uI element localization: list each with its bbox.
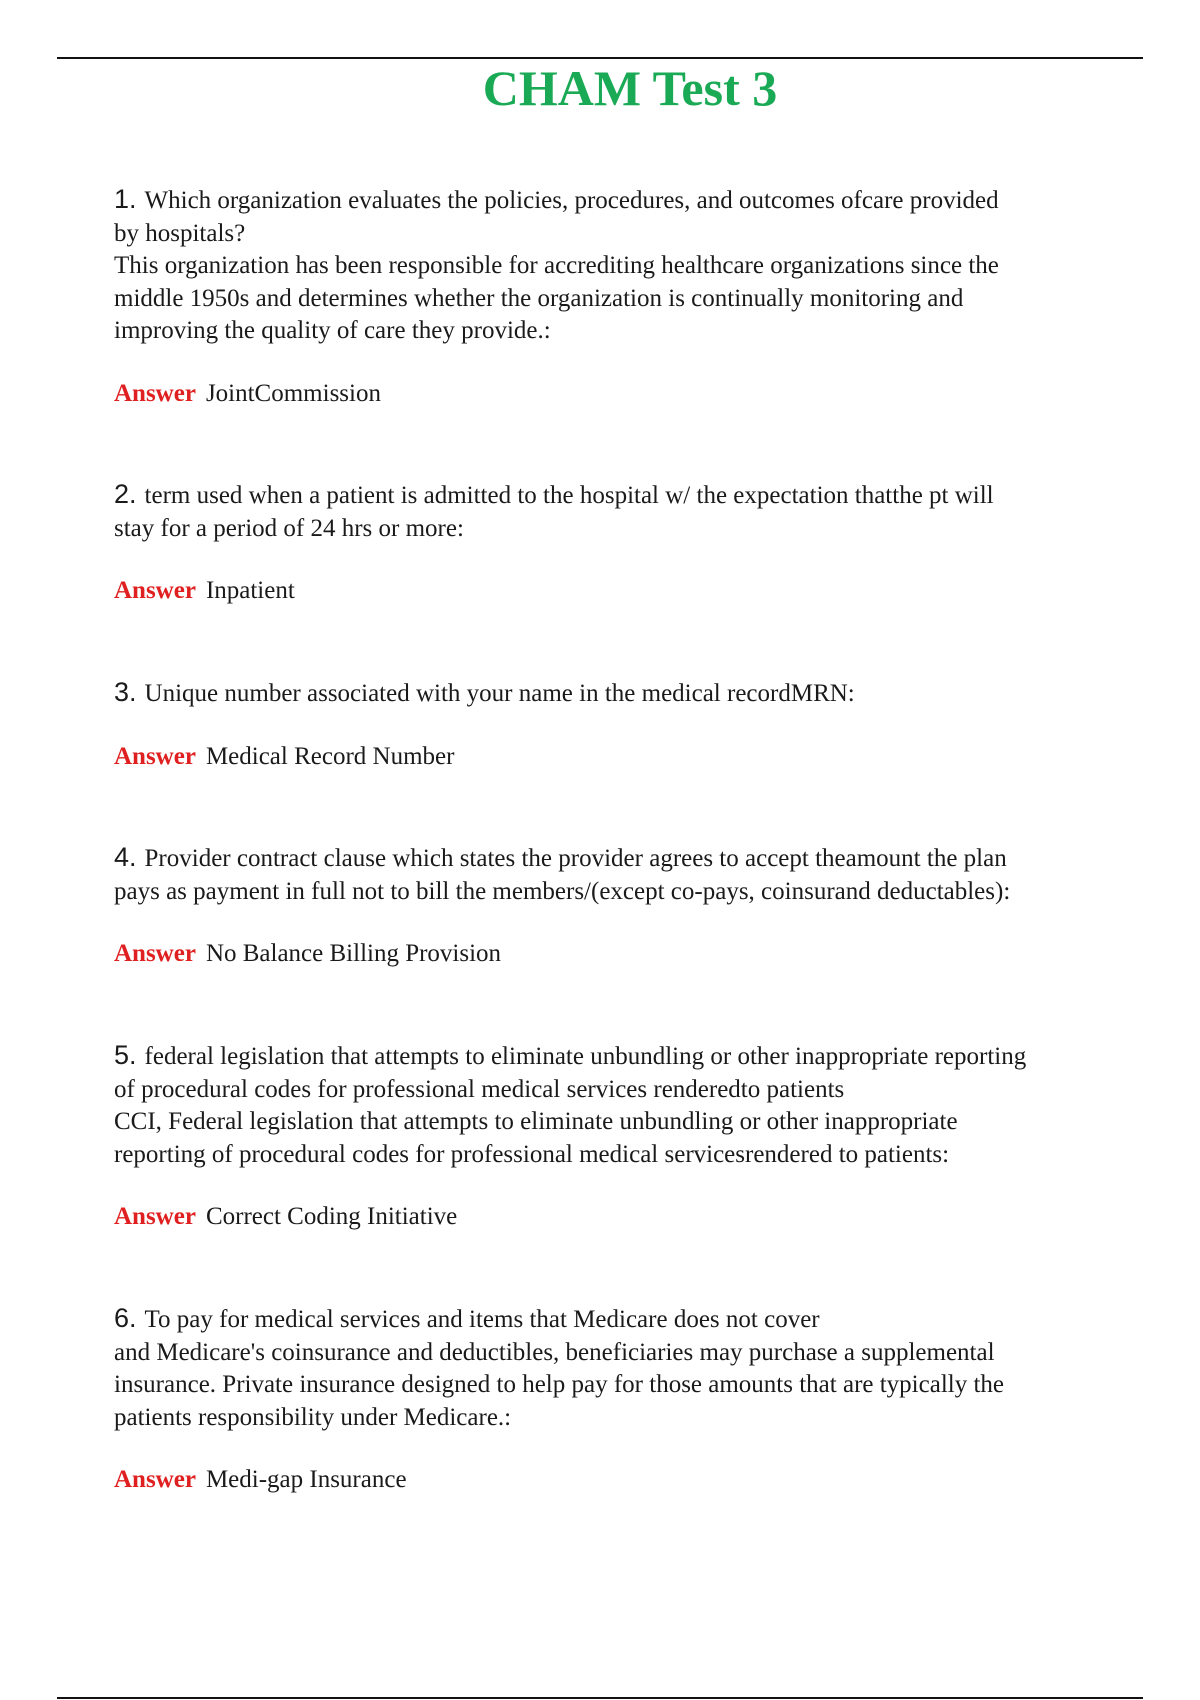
question-number: 5. — [114, 1040, 137, 1070]
answer-row — [114, 938, 1124, 970]
question-line: 4. Provider contract clause which states the provider agrees to accept theamount the plan — [114, 842, 1007, 872]
question-line: of procedural codes for professional medical services renderedto patients — [114, 1075, 845, 1103]
page-title: CHAM Test 3 — [482, 60, 778, 116]
question-line: 2. term used when a patient is admitted to the hospital w/ the expectation thatthe pt will — [114, 479, 994, 509]
question-number: 2. — [114, 479, 137, 509]
answer-text: Correct Coding Initiative — [205, 1203, 458, 1230]
question-line: middle 1950s and determines whether the organization is continually monitoring and — [114, 284, 964, 312]
question-number: 3. — [114, 677, 137, 707]
answer-label: Answer — [114, 742, 196, 770]
answer-text: Medi-gap Insurance — [205, 1466, 407, 1493]
question-line: 6. To pay for medical services and items that Medicare does not cover — [114, 1303, 820, 1333]
question-line: and Medicare's coinsurance and deductibles, beneficiaries may purchase a supplemental — [114, 1338, 995, 1366]
question-line: 1. Which organization evaluates the policies, procedures, and outcomes ofcare provided — [114, 184, 999, 214]
answer-label: Answer — [114, 1203, 196, 1230]
question-block-5 — [114, 1039, 1124, 1233]
answer-label: Answer — [114, 1466, 196, 1493]
question-line: by hospitals? — [114, 219, 246, 247]
answer-row — [114, 378, 1124, 410]
question-line: pays as payment in full not to bill the members/(except co-pays, coinsurand deductables): — [114, 877, 1011, 905]
question-line: 3. Unique number associated with your name in the medical recordMRN: — [114, 677, 855, 707]
question-line: insurance. Private insurance designed to help pay for those amounts that are typically the — [114, 1371, 1005, 1398]
question-block-3 — [114, 676, 1124, 773]
answer-text: Inpatient — [205, 577, 295, 604]
question-line: improving the quality of care they provide.: — [114, 317, 551, 344]
question-line: patients responsibility under Medicare.: — [114, 1403, 512, 1431]
answer-label: Answer — [114, 379, 196, 407]
question-line: reporting of procedural codes for professional medical servicesrendered to patients: — [114, 1140, 950, 1168]
question-block-1 — [114, 183, 1124, 410]
question-text — [114, 478, 1124, 545]
answer-text: No Balance Billing Provision — [205, 940, 502, 967]
bottom-rule — [57, 1697, 1143, 1699]
question-line: CCI, Federal legislation that attempts to eliminate unbundling or other inappropriate — [114, 1108, 958, 1135]
question-block-2 — [114, 478, 1124, 607]
question-text — [114, 841, 1124, 908]
question-text — [114, 1039, 1124, 1171]
question-line: stay for a period of 24 hrs or more: — [114, 514, 464, 542]
question-number: 4. — [114, 842, 137, 872]
question-text — [114, 1302, 1124, 1434]
answer-text: JointCommission — [205, 379, 381, 407]
question-text — [114, 676, 1124, 711]
question-block-6 — [114, 1302, 1124, 1496]
answer-row — [114, 575, 1124, 607]
question-line: This organization has been responsible for accrediting healthcare organizations since the — [114, 252, 999, 279]
answer-row — [114, 1464, 1124, 1496]
question-text — [114, 183, 1124, 348]
answer-label: Answer — [114, 577, 196, 604]
answer-row — [114, 741, 1124, 773]
question-block-4 — [114, 841, 1124, 970]
answer-text: Medical Record Number — [205, 742, 455, 770]
question-number: 6. — [114, 1303, 137, 1333]
answer-row — [114, 1201, 1124, 1233]
answer-label: Answer — [114, 940, 196, 967]
question-line: 5. federal legislation that attempts to eliminate unbundling or other inappropriate reporting — [114, 1040, 1027, 1070]
question-number: 1. — [114, 184, 137, 214]
